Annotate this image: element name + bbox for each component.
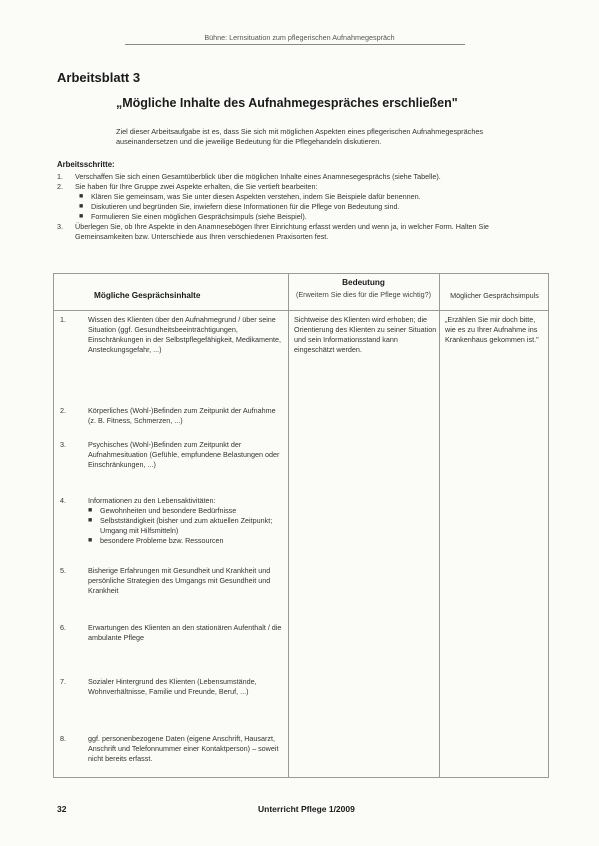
step-number: 1. [57, 172, 63, 181]
column-header-meaning: Bedeutung [342, 278, 385, 287]
table-row [60, 623, 282, 643]
row-text: Sozialer Hintergrund des Klienten (Lebensumstände, Wohnverhältnisse, Familie und Freunde, Beruf, ...) [88, 677, 257, 696]
table-row [60, 440, 282, 470]
row-text: Psychisches (Wohl-)Befinden zum Zeitpunkt der Aufnahmesituation (Gefühle, empfundene Belastungen oder Einschränkungen, ...) [88, 440, 280, 469]
step-subitem [57, 212, 537, 222]
row-number: 3. [60, 440, 66, 449]
table-row [60, 315, 282, 355]
row-text: Informationen zu den Lebensaktivitäten: [88, 496, 216, 505]
table-row [60, 677, 282, 697]
row-number: 4. [60, 496, 66, 505]
example-prompt: „Erzählen Sie mir doch bitte, wie es zu Ihrer Aufnahme ins Krankenhaus gekommen ist." [445, 315, 539, 344]
step-number: 2. [57, 182, 63, 191]
row-number: 8. [60, 734, 66, 743]
header-rule [125, 44, 465, 45]
page-title: „Mögliche Inhalte des Aufnahmegespräches erschließen" [116, 96, 458, 110]
content-table [53, 273, 549, 778]
row-text: Erwartungen des Klienten an den stationären Aufenthalt / die ambulante Pflege [88, 623, 282, 642]
row-text: Wissen des Klienten über den Aufnahmegrund / über seine Situation (ggf. Gesundheitsbeeinträchtigungen, Einschränkungen in der Selbstpflegefähigkeit, Medikamente, Ansteckungsgefahr, ...) [88, 315, 281, 354]
subitem-text: besondere Probleme bzw. Ressourcen [100, 536, 224, 545]
steps-list [57, 172, 537, 242]
row-subitem [88, 536, 282, 546]
table-row [60, 566, 282, 596]
running-header: Bühne: Lernsituation zum pflegerischen Aufnahmegespräch [204, 33, 395, 42]
row-subitem [88, 506, 282, 516]
step-number: 3. [57, 222, 63, 231]
bullet-icon: ■ [88, 537, 93, 544]
row-number: 2. [60, 406, 66, 415]
row-text: ggf. personenbezogene Daten (eigene Anschrift, Hausarzt, Anschrift und Telefonnummer einer Kontaktperson) – soweit nicht bereits erfasst. [88, 734, 279, 763]
magazine-issue: Unterricht Pflege 1/2009 [258, 804, 355, 814]
bullet-icon: ■ [88, 507, 93, 514]
goal-paragraph: Ziel dieser Arbeitsaufgabe ist es, dass Sie sich mit möglichen Aspekten eines pflegerischen Aufnahmegespräches auseinandersetzen und die jeweilige Bedeutung für die Pflegehandeln diskutieren. [116, 127, 484, 146]
header-divider [54, 310, 548, 311]
bullet-icon: ■ [79, 193, 84, 200]
row-number: 5. [60, 566, 66, 575]
column-divider [288, 274, 289, 777]
table-row [60, 734, 282, 764]
step-item [57, 182, 537, 192]
subitem-text: Gewohnheiten und besondere Bedürfnisse [100, 506, 237, 515]
step-subitem [57, 192, 537, 202]
row-number: 6. [60, 623, 66, 632]
row-number: 1. [60, 315, 66, 324]
row-number: 7. [60, 677, 66, 686]
bullet-icon: ■ [88, 517, 93, 524]
subitem-text: Selbstständigkeit (bisher und zum aktuellen Zeitpunkt; Umgang mit Hilfsmitteln) [100, 516, 273, 535]
subitem-text: Diskutieren und begründen Sie, inwiefern diese Informationen für die Pflege von Bedeutung sind. [91, 202, 400, 211]
column-header-meaning-sub: (Erweitern Sie dies für die Pflege wichtig?) [295, 290, 432, 299]
bullet-icon: ■ [79, 213, 84, 220]
column-divider [439, 274, 440, 777]
table-row [60, 406, 282, 426]
subitem-text: Klären Sie gemeinsam, was Sie unter diesen Aspekten verstehen, indem Sie Beispiele dafür benennen. [91, 192, 421, 201]
step-text: Sie haben für Ihre Gruppe zwei Aspekte erhalten, die Sie vertieft bearbeiten: [75, 182, 318, 191]
table-row [60, 496, 282, 546]
step-text: Verschaffen Sie sich einen Gesamtüberblick über die möglichen Inhalte eines Anamnesegesprächs (siehe Tabelle). [75, 172, 441, 181]
subitem-text: Formulieren Sie einen möglichen Gesprächsimpuls (siehe Beispiel). [91, 212, 307, 221]
example-meaning: Sichtweise des Klienten wird erhoben; die Orientierung des Klienten zu seiner Situation und sein Informationsstand kann eingeschätzt werden. [294, 315, 437, 354]
page-number: 32 [57, 804, 67, 814]
row-body [88, 496, 282, 546]
step-item [57, 222, 537, 242]
column-header-contents: Mögliche Gesprächsinhalte [94, 291, 201, 300]
step-item [57, 172, 537, 182]
step-text: Überlegen Sie, ob Ihre Aspekte in den Anamnesebögen Ihrer Einrichtung erfasst werden und wenn ja, in welcher Form. Halten Sie Gemeinsamkeiten bzw. Unterschiede aus Ihren verschiedenen Praxisorten fest. [75, 222, 489, 241]
steps-heading: Arbeitsschritte: [57, 160, 115, 169]
step-subitem [57, 202, 537, 212]
column-header-prompt: Möglicher Gesprächsimpuls [450, 291, 539, 300]
bullet-icon: ■ [79, 203, 84, 210]
sheet-label: Arbeitsblatt 3 [57, 70, 141, 85]
row-text: Körperliches (Wohl-)Befinden zum Zeitpunkt der Aufnahme (z. B. Fitness, Schmerzen, ...) [88, 406, 276, 425]
row-text: Bisherige Erfahrungen mit Gesundheit und Krankheit und persönliche Strategien des Umgangs mit Gesundheit und Krankheit [88, 566, 271, 595]
row-subitem [88, 516, 282, 536]
